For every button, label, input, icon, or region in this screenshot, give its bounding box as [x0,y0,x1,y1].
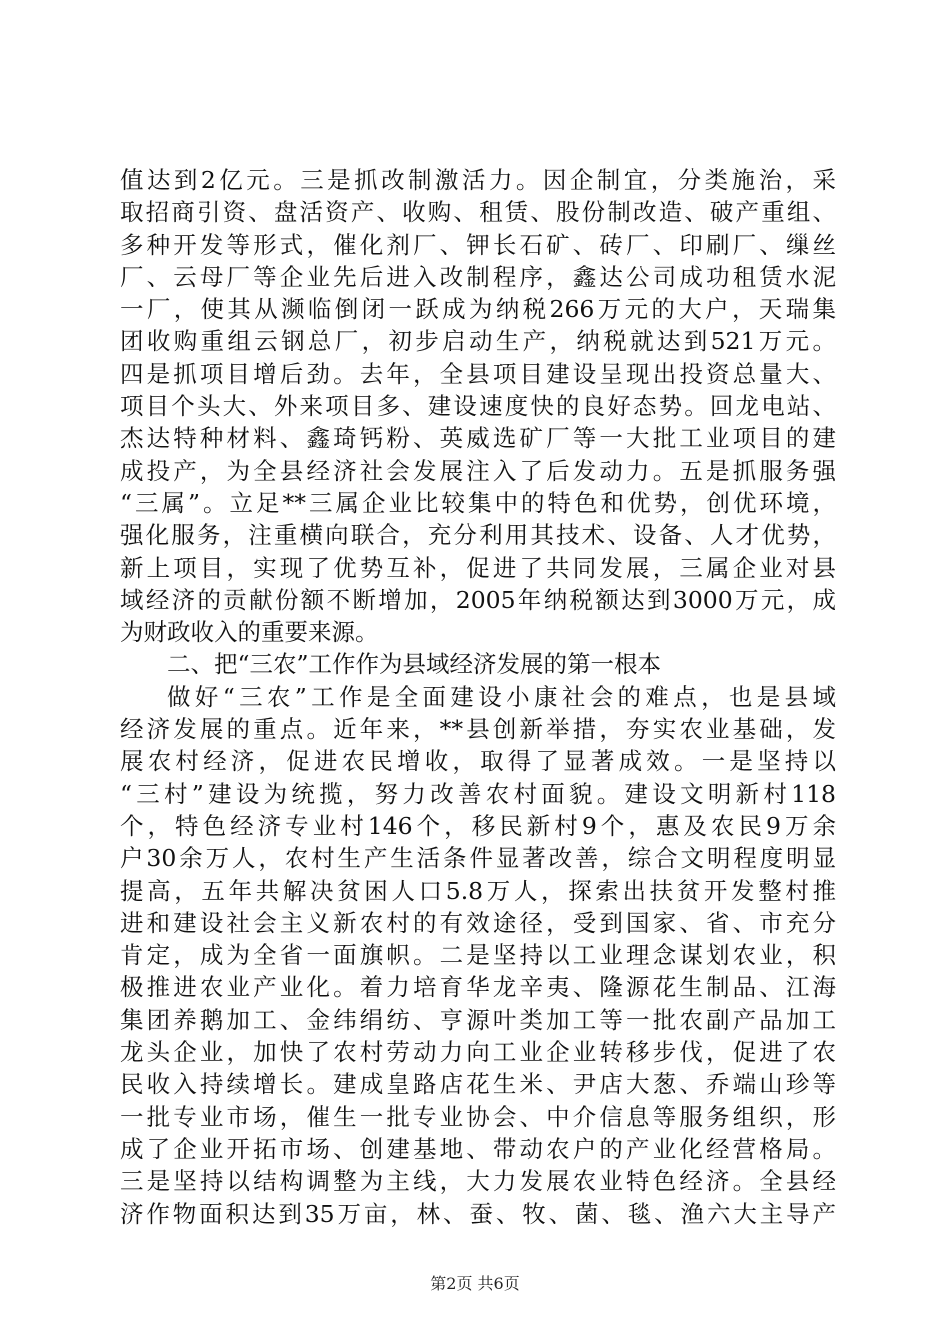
text-line: 成投产，为全县经济社会发展注入了后发动力。五是抓服务强 [120,456,836,485]
text-line: 个，特色经济专业村146个，移民新村9个，惠及农民9万余 [120,811,836,840]
text-line: 三是坚持以结构调整为主线，大力发展农业特色经济。全县经 [120,1167,836,1196]
text-line: 厂、云母厂等企业先后进入改制程序，鑫达公司成功租赁水泥 [120,262,836,291]
text-line: 济作物面积达到35万亩，林、蚕、牧、菌、毯、渔六大主导产 [120,1199,836,1228]
text-line: 多种开发等形式，催化剂厂、钾长石矿、砖厂、印刷厂、缫丝 [120,230,836,259]
text-line: 集团养鹅加工、金纬绢纺、亨源叶类加工等一批农副产品加工 [120,1005,836,1034]
text-line: 一厂，使其从濒临倒闭一跃成为纳税266万元的大户，天瑞集 [120,295,836,324]
text-line: 团收购重组云钢总厂，初步启动生产，纳税就达到521万元。 [120,327,836,356]
text-line: 强化服务，注重横向联合，充分利用其技术、设备、人才优势， [120,521,836,550]
text-line: 龙头企业，加快了农村劳动力向工业企业转移步伐，促进了农 [120,1038,836,1067]
text-line: 肯定，成为全省一面旗帜。二是坚持以工业理念谋划农业，积 [120,941,836,970]
text-line: 展农村经济，促进农民增收，取得了显著成效。一是坚持以 [120,747,836,776]
text-line: 新上项目，实现了优势互补，促进了共同发展，三属企业对县 [120,553,836,582]
text-line: 极推进农业产业化。着力培育华龙辛夷、隆源花生制品、江海 [120,973,836,1002]
text-line: 提高，五年共解决贫困人口5.8万人，探索出扶贫开发整村推 [120,876,836,905]
page-number-footer: 第2页 共6页 [430,1274,520,1293]
text-line: 成了企业开拓市场、创建基地、带动农户的产业化经营格局。 [120,1134,836,1163]
text-line: 民收入持续增长。建成皇路店花生米、尹店大葱、乔端山珍等 [120,1070,836,1099]
paragraph-first-line: 做好“三农”工作是全面建设小康社会的难点，也是县域 [167,682,836,711]
body-text [120,164,836,1230]
text-line: 户30余万人，农村生产生活条件显著改善，综合文明程度明显 [120,844,836,873]
text-line: 域经济的贡献份额不断增加，2005年纳税额达到3000万元，成 [120,585,836,614]
text-line: 杰达特种材料、鑫琦钙粉、英威选矿厂等一大批工业项目的建 [120,424,836,453]
text-line: 取招商引资、盘活资产、收购、租赁、股份制改造、破产重组、 [120,198,836,227]
text-line: 四是抓项目增后劲。去年，全县项目建设呈现出投资总量大、 [120,359,836,388]
section-heading: 二、把“三农”工作作为县域经济发展的第一根本 [167,650,662,679]
text-line: 项目个头大、外来项目多、建设速度快的良好态势。回龙电站、 [120,392,836,421]
text-line: 为财政收入的重要来源。 [120,618,379,647]
text-line: 经济发展的重点。近年来，**县创新举措，夯实农业基础，发 [120,715,836,744]
text-line: “三属”。立足**三属企业比较集中的特色和优势，创优环境， [120,488,836,517]
text-line: 值达到2亿元。三是抓改制激活力。因企制宜，分类施治，采 [120,166,836,194]
text-line: 一批专业市场，催生一批专业协会、中介信息等服务组织，形 [120,1102,836,1131]
text-line: 进和建设社会主义新农村的有效途径，受到国家、省、市充分 [120,908,836,937]
text-line: “三村”建设为统揽，努力改善农村面貌。建设文明新村118 [120,779,836,808]
